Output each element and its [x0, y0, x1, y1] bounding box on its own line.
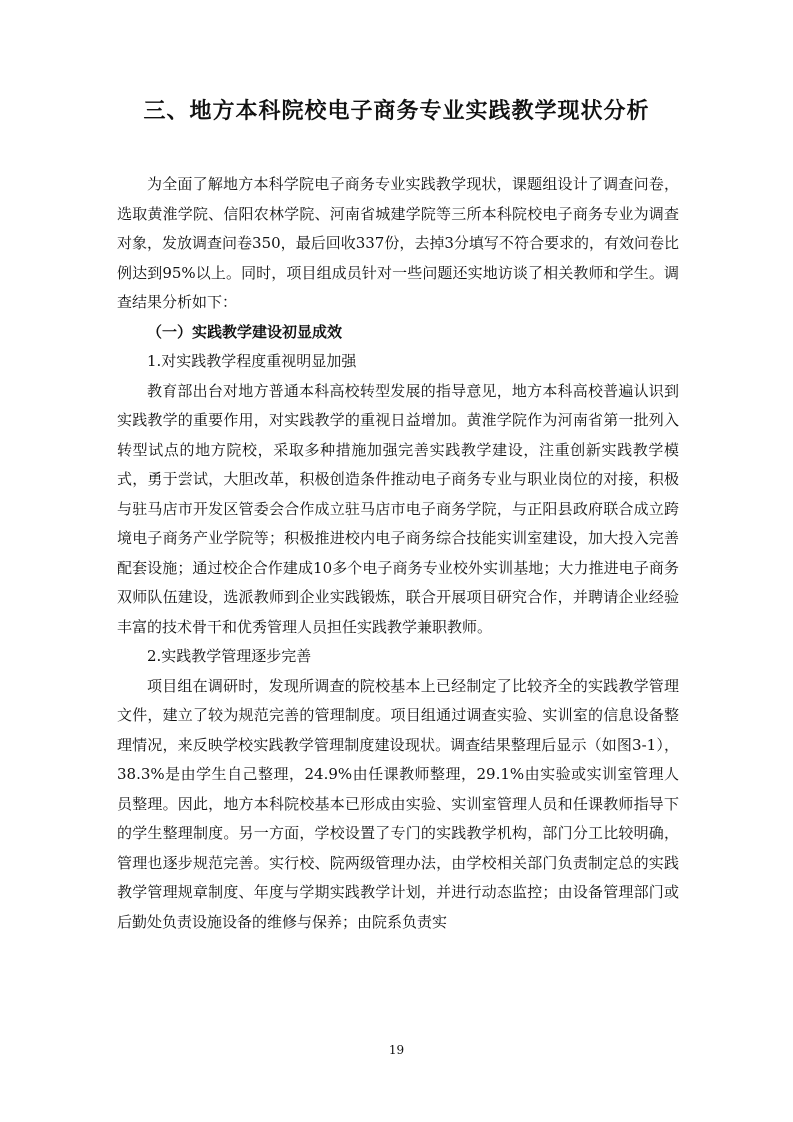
- document-body: [117, 170, 679, 937]
- paragraph-intro: 为全面了解地方本科学院电子商务专业实践教学现状，课题组设计了调查问卷，选取黄淮学院、信阳农林学院、河南省城建学院等三所本科院校电子商务专业为调查对象，发放调查问卷350，最后回收337份，去掉3分填写不符合要求的，有效问卷比例达到95%以上。同时，项目组成员针对一些问题还实地访谈了相关教师和学生。调查结果分析如下：: [117, 175, 679, 311]
- paragraph-practice-emphasis: 教育部出台对地方普通本科高校转型发展的指导意见，地方本科高校普遍认识到实践教学的重要作用，对实践教学的重视日益增加。黄淮学院作为河南省第一批列入转型试点的地方院校，采取多种措施加强完善实践教学建设，注重创新实践教学模式，勇于尝试，大胆改革，积极创造条件推动电子商务专业与职业岗位的对接，积极与驻马店市开发区管委会合作成立驻马店市电子商务学院，与正阳县政府联合成立跨境电子商务产业学院等；积极推进校内电子商务综合技能实训室建设，加大投入完善配套设施；通过校企合作建成10多个电子商务专业校外实训基地；大力推进电子商务双师队伍建设，选派教师到企业实践锻炼，联合开展项目研究合作，并聘请企业经验丰富的技术骨干和优秀管理人员担任实践教学兼职教师。: [117, 381, 679, 636]
- section-heading: （一）实践教学建设初显成效: [147, 322, 343, 341]
- page-title: 三、地方本科院校电子商务专业实践教学现状分析: [143, 99, 650, 124]
- paragraph-management: 项目组在调研时，发现所调查的院校基本上已经制定了比较齐全的实践教学管理文件，建立了较为规范完善的管理制度。项目组通过调查实验、实训室的信息设备整理情况，来反映学校实践教学管理制度建设现状。调查结果整理后显示（如图3-1），38.3%是由学生自己整理，24.9%由任课教师整理，29.1%由实验或实训室管理人员整理。因此，地方本科院校基本已形成由实验、实训室管理人员和任课教师指导下的学生整理制度。另一方面，学校设置了专门的实践教学机构，部门分工比较明确，管理也逐步规范完善。实行校、院两级管理办法，由学校相关部门负责制定总的实践教学管理规章制度、年度与学期实践教学计划，并进行动态监控；由设备管理部门或后勤处负责设施设备的维修与保养；由院系负责实: [117, 676, 679, 931]
- page-number: 19: [388, 1043, 405, 1057]
- subsection-heading-2: 2.实践教学管理逐步完善: [147, 647, 312, 665]
- subsection-heading-1: 1.对实践教学程度重视明显加强: [147, 352, 357, 370]
